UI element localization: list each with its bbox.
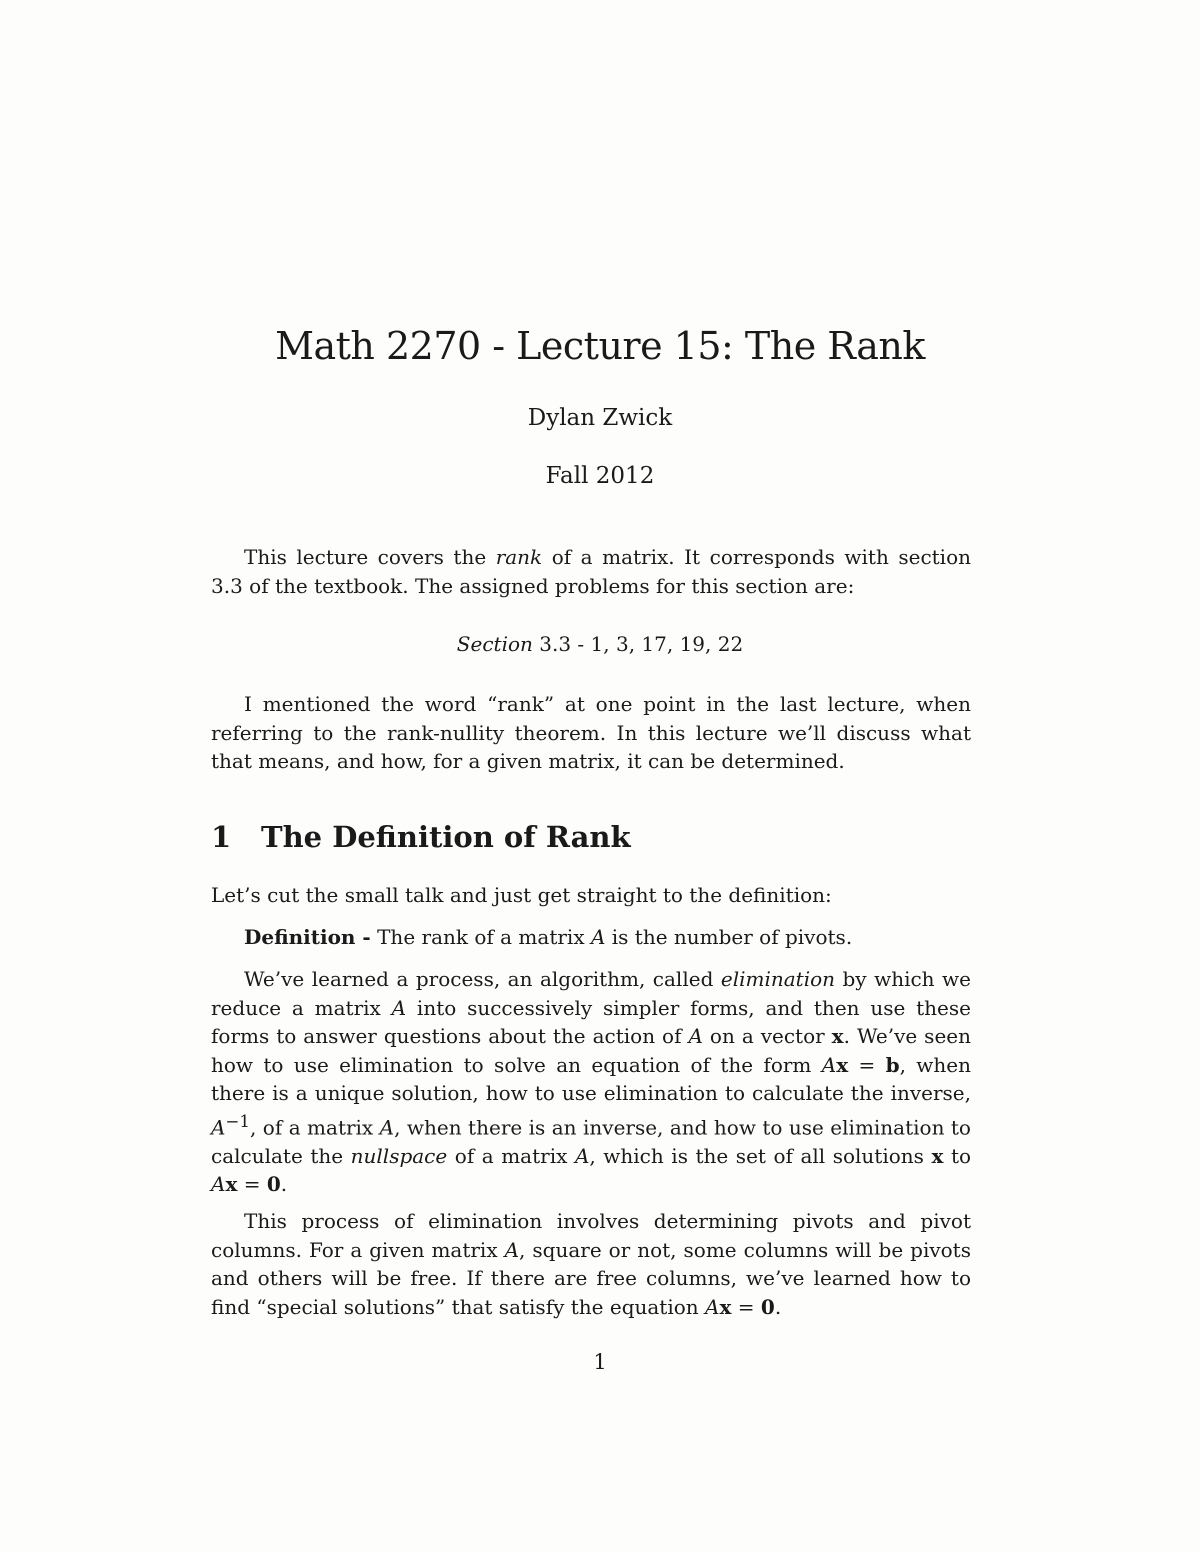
elimination-emphasis: elimination: [720, 967, 836, 991]
document-title: Math 2270 - Lecture 15: The Rank: [275, 324, 925, 368]
pivots-paragraph: This process of elimination involves determining pivots and pivot columns. For a given matrix A, square or not, some columns will be pivots and others will be free. If there are free columns, we’ve learned how to find “special solutions” that satisfy the equation Ax = 0.: [211, 1209, 971, 1319]
definition-label: Definition -: [244, 925, 371, 949]
section-intro-paragraph: Let’s cut the small talk and just get straight to the definition:: [211, 883, 832, 907]
author-name: Dylan Zwick: [527, 405, 673, 431]
nullspace-emphasis: nullspace: [350, 1143, 448, 1168]
intro-paragraph-1: This lecture covers the rank of a matrix. It corresponds with section 3.3 of the textbook. The assigned problems for this section are:: [211, 545, 972, 598]
intro-paragraph-2: I mentioned the word “rank” at one point in the last lecture, when referring to the rank-nullity theorem. In this lecture we’ll discuss what that means, and how, for a given matrix, it can be determined.: [211, 692, 971, 773]
definition-paragraph: Definition - The rank of a matrix A is the number of pivots.: [244, 925, 853, 949]
problems-list: 3.3 - 1, 3, 17, 19, 22: [532, 632, 744, 656]
problems-label: Section: [456, 632, 533, 656]
page-number: 1: [593, 1350, 607, 1374]
document-date: Fall 2012: [545, 463, 655, 489]
section-title: The Definition of Rank: [261, 820, 631, 854]
assigned-problems: [0, 630, 1200, 658]
section-number: 1: [211, 820, 232, 854]
rank-emphasis: rank: [495, 545, 543, 569]
section-heading: [211, 818, 631, 856]
elimination-paragraph: We’ve learned a process, an algorithm, called elimination by which we reduce a matrix A into successively simpler forms, and then use these forms to answer questions about the action of A on a vector x. We’ve seen how to use elimination to solve an equation of the form Ax = b, when there is a unique solution, how to use elimination to calculate the inverse, $A^{-1}$, of a matrix A, when there is an inverse, and how to use elimination to calculate the nullspace of a matrix A, which is the set of all solutions x to Ax = 0.: [211, 967, 972, 1197]
